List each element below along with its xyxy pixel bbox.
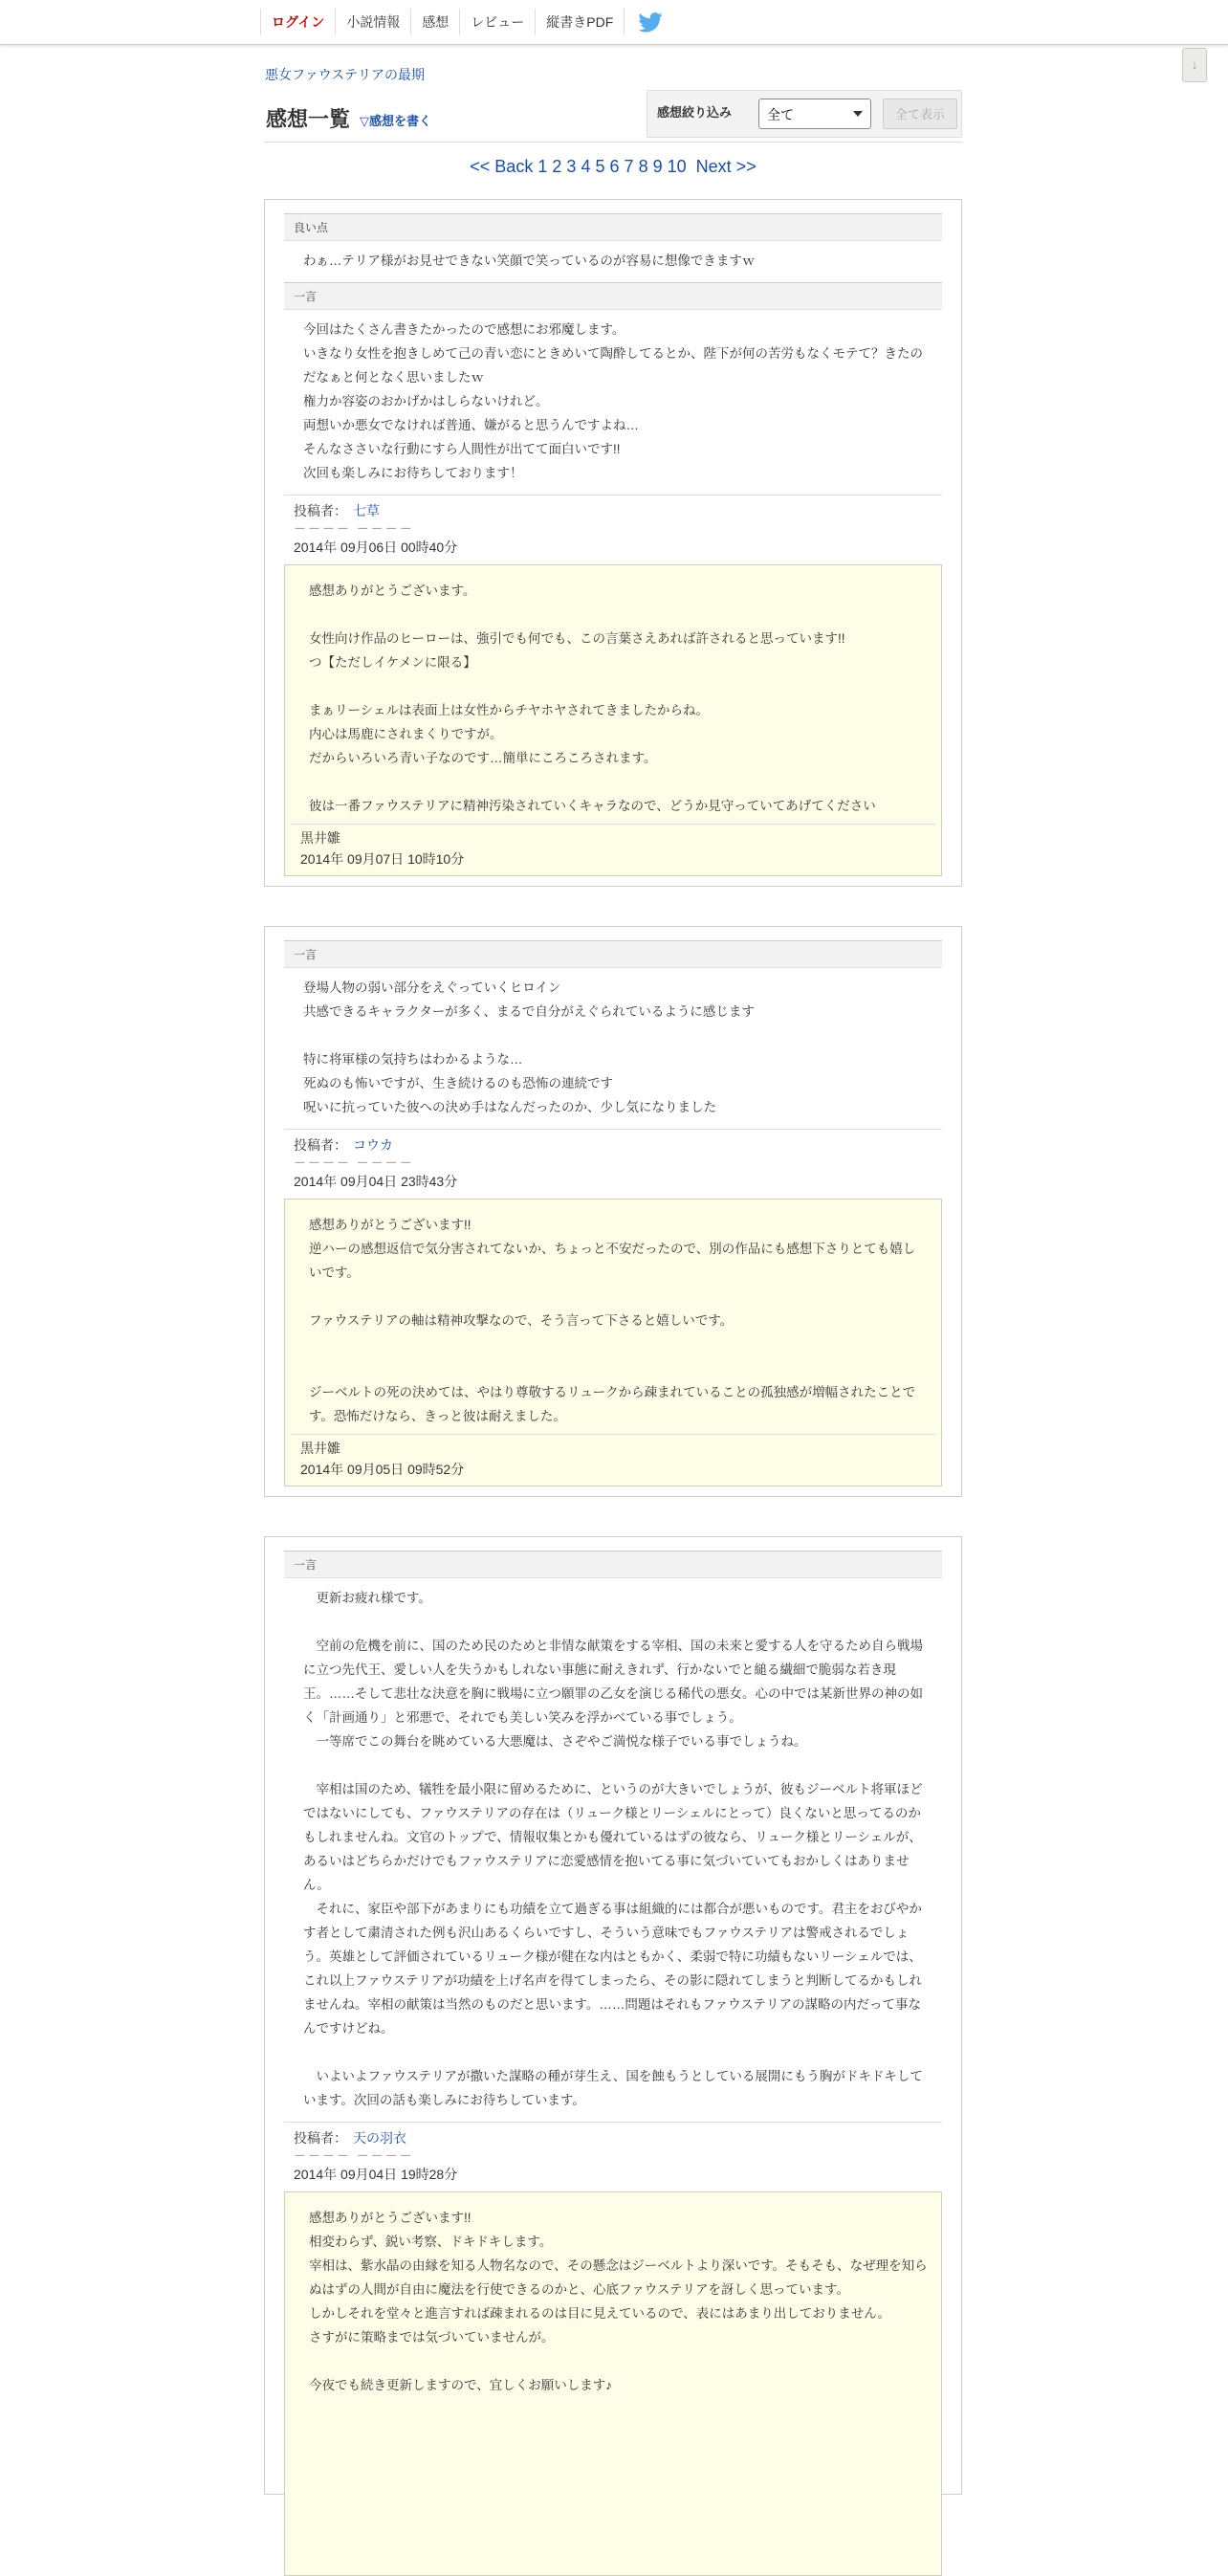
reply-author: 黒井雛 (300, 830, 340, 846)
post-meta (284, 495, 942, 559)
reply-date: 2014年 09月05日 09時52分 (300, 1462, 465, 1477)
poster-label: 投稿者： (294, 1137, 347, 1153)
poster-id-dashes: －－－－ －－－－ (294, 1156, 414, 1170)
impression-card (264, 926, 962, 1497)
pager-page-4[interactable]: 4 (581, 157, 591, 176)
pager-page-2[interactable]: 2 (552, 157, 562, 176)
top-navigation-bar (0, 0, 1228, 45)
comment-text: 登場人物の弱い部分をえぐっていくヒロイン 共感できるキャラクターが多く、まるで自分がえぐられているように感じます 特に将軍様の気持ちはわかるような… 死ぬのも怖いですが、生き続けるのも恐怖の連続です 呪いに抗っていた彼への決め手はなんだったのか、少し気になりました (303, 980, 755, 1114)
breadcrumb-novel-title[interactable]: 悪女ファウステリアの最期 (265, 67, 426, 82)
poster-name-link[interactable]: 天の羽衣 (353, 2130, 406, 2146)
pager-page-10[interactable]: 10 (667, 157, 687, 176)
impressions-link[interactable]: 感想 (411, 9, 460, 35)
login-link[interactable]: ログイン (261, 9, 336, 35)
post-meta (284, 1129, 942, 1193)
reply-text: 感想ありがとうございます。 女性向け作品のヒーローは、強引でも何でも、この言葉さえあれば許されると思っています!! つ【ただしイケメンに限る】 まぁリーシェルは表面上は女性からチヤホヤされてきましたからね。 内心は馬鹿にされまくりですが。 だからいろいろ青い子なのです…簡単にころころされます。 彼は一番ファウステリアに精神汚染されていくキャラなので、どうか見守っていてあげてください (309, 583, 876, 813)
author-reply (284, 564, 942, 876)
chevron-down-icon (853, 111, 863, 117)
pager-page-7[interactable]: 7 (624, 157, 634, 176)
reply-author: 黒井雛 (300, 1441, 340, 1456)
poster-id-dashes: －－－－ －－－－ (294, 521, 414, 536)
show-all-button[interactable]: 全て表示 (883, 99, 957, 129)
pager-page-5[interactable]: 5 (595, 157, 605, 176)
poster-label: 投稿者： (294, 2130, 347, 2146)
comment-text: 今回はたくさん書きたかったので感想にお邪魔します。 いきなり女性を抱きしめて己の青い恋にときめいて陶酔してるとか、陛下が何の苦労もなくモテて？きたのだなぁと何となく思いましたｗ 権力か容姿のおかげかはしらないけれど。 両想いか悪女でなければ普通、嫌がると思うんですよね… そんなささいな行動にすら人間性が出てて面白いです!! 次回も楽しみにお待ちしております！ (303, 322, 923, 480)
post-date: 2014年 09月06日 00時40分 (294, 539, 458, 555)
pager-page-6[interactable]: 6 (609, 157, 620, 176)
author-reply (284, 2191, 942, 2576)
impression-card (264, 199, 962, 887)
good-points-text: わぁ…テリア様がお見せできない笑顔で笑っているのが容易に想像できますｗ (303, 253, 756, 268)
vertical-pdf-link[interactable]: 縦書きPDF (536, 9, 625, 35)
poster-name-link[interactable]: コウカ (353, 1137, 393, 1153)
good-points-header: 良い点 (284, 213, 942, 241)
comment-header: 一言 (284, 940, 942, 968)
pager-back-link[interactable]: << Back (470, 157, 534, 176)
reply-footer (291, 1434, 935, 1486)
review-link[interactable]: レビュー (460, 9, 536, 35)
reply-text: 感想ありがとうございます!! 相変わらず、鋭い考察、ドキドキします。 宰相は、紫水晶の由縁を知る人物名なので、その懸念はジーベルトより深いです。そもそも、なぜ理を知らぬはずの人間が自由に魔法を行使できるのかと、心底ファウステリアを訝しく思っています。 しかしそれを堂々と進言すれば疎まれるのは目に見えているので、表にはあまり出しておりません。 さすがに策略までは気づいていませんが。 今夜でも続き更新しますので、宜しくお願いします♪ (309, 2211, 928, 2392)
twitter-icon[interactable] (638, 11, 665, 33)
pagination (264, 157, 962, 177)
post-date: 2014年 09月04日 19時28分 (294, 2167, 458, 2182)
pager-next-link[interactable]: Next >> (695, 157, 757, 176)
poster-name-link[interactable]: 七草 (353, 503, 380, 518)
page-header (264, 90, 962, 143)
impression-card (264, 1536, 962, 2495)
filter-label: 感想絞り込み (657, 105, 733, 120)
author-reply (284, 1199, 942, 1486)
post-meta (284, 2122, 942, 2186)
pager-page-9[interactable]: 9 (652, 157, 663, 176)
novel-info-link[interactable]: 小説情報 (336, 9, 411, 35)
page-title: 感想一覧 (266, 107, 351, 131)
pager-page-8[interactable]: 8 (638, 157, 648, 176)
pager-page-3[interactable]: 3 (566, 157, 577, 176)
top-nav-links (260, 9, 665, 35)
reply-date: 2014年 09月07日 10時10分 (300, 851, 465, 867)
comment-header: 一言 (284, 1551, 942, 1578)
pager-page-1[interactable]: 1 (537, 157, 548, 176)
poster-id-dashes: －－－－ －－－－ (294, 2148, 414, 2163)
write-impression-link[interactable]: ▽感想を書く (360, 114, 431, 128)
poster-label: 投稿者： (294, 503, 347, 518)
filter-select[interactable] (758, 99, 871, 129)
reply-footer (291, 824, 935, 875)
filter-box (647, 90, 962, 138)
reply-text: 感想ありがとうございます!! 逆ハーの感想返信で気分害されてないか、ちょっと不安だったので、別の作品にも感想下さりとても嬉しいです。 ファウステリアの軸は精神攻撃なので、そう言って下さると嬉しいです。 ジーベルトの死の決めては、やはり尊敬するリュークから疎まれていることの孤独感が増幅されたことです。恐怖だけなら、きっと彼は耐えました。 (309, 1218, 916, 1423)
comment-header: 一言 (284, 282, 942, 310)
comment-text: 更新お疲れ様です。 空前の危機を前に、国のため民のためと非情な献策をする宰相、国の未来と愛する人を守るため自ら戦場に立つ先代王、愛しい人を失うかもしれない事態に耐えきれず、行かないでと縋る繊細で脆弱な若き現王。……そして悲壮な決意を胸に戦場に立つ願罪の乙女を演じる稀代の悪女。心の中では某新世界の神の如く「計画通り」と邪悪で、それでも美しい笑みを浮かべている事でしょう。 一等席でこの舞台を眺めている大悪魔は、さぞやご満悦な様子でいる事でしょうね。 宰相は国のため、犠牲を最小限に留めるために、というのが大きいでしょうが、彼もジーベルト将軍ほどではないにしても、ファウステリアの存在は（リューク様とリーシェルにとって）良くないと思ってるのかもしれませんね。文官のトップで、情報収集とかも優れているはずの彼なら、リューク様とリーシェルが、あるいはどちらかだけでもファウステリアに恋愛感情を抱いてる事に気づいていてもおかしくはありません。 それに、家臣や部下があまりにも功績を立て過ぎる事は組織的には都合が悪いものです。君主をおびやかす者として粛清された例も沢山あるくらいですし、そういう意味でもファウステリアは警戒されるでしょう。英雄として評価されているリューク様が健在な内はともかく、柔弱で特に功績もないリーシェルでは、これ以上ファウステリアが功績を上げ名声を得てしまったら、その影に隠れてしまうと判断してるかもしれませんね。宰相の献策は当然のものだと思います。……問題はそれもファウステリアの謀略の内だって事なんですけどね。 いよいよファウステリアが撒いた謀略の種が芽生え、国を蝕もうとしている展開にもう胸がドキドキしています。次回の話も楽しみにお待ちしています。 (303, 1591, 923, 2107)
post-date: 2014年 09月04日 23時43分 (294, 1174, 458, 1189)
scroll-down-button[interactable]: ↓ (1182, 48, 1207, 82)
filter-select-value: 全て (767, 107, 794, 122)
